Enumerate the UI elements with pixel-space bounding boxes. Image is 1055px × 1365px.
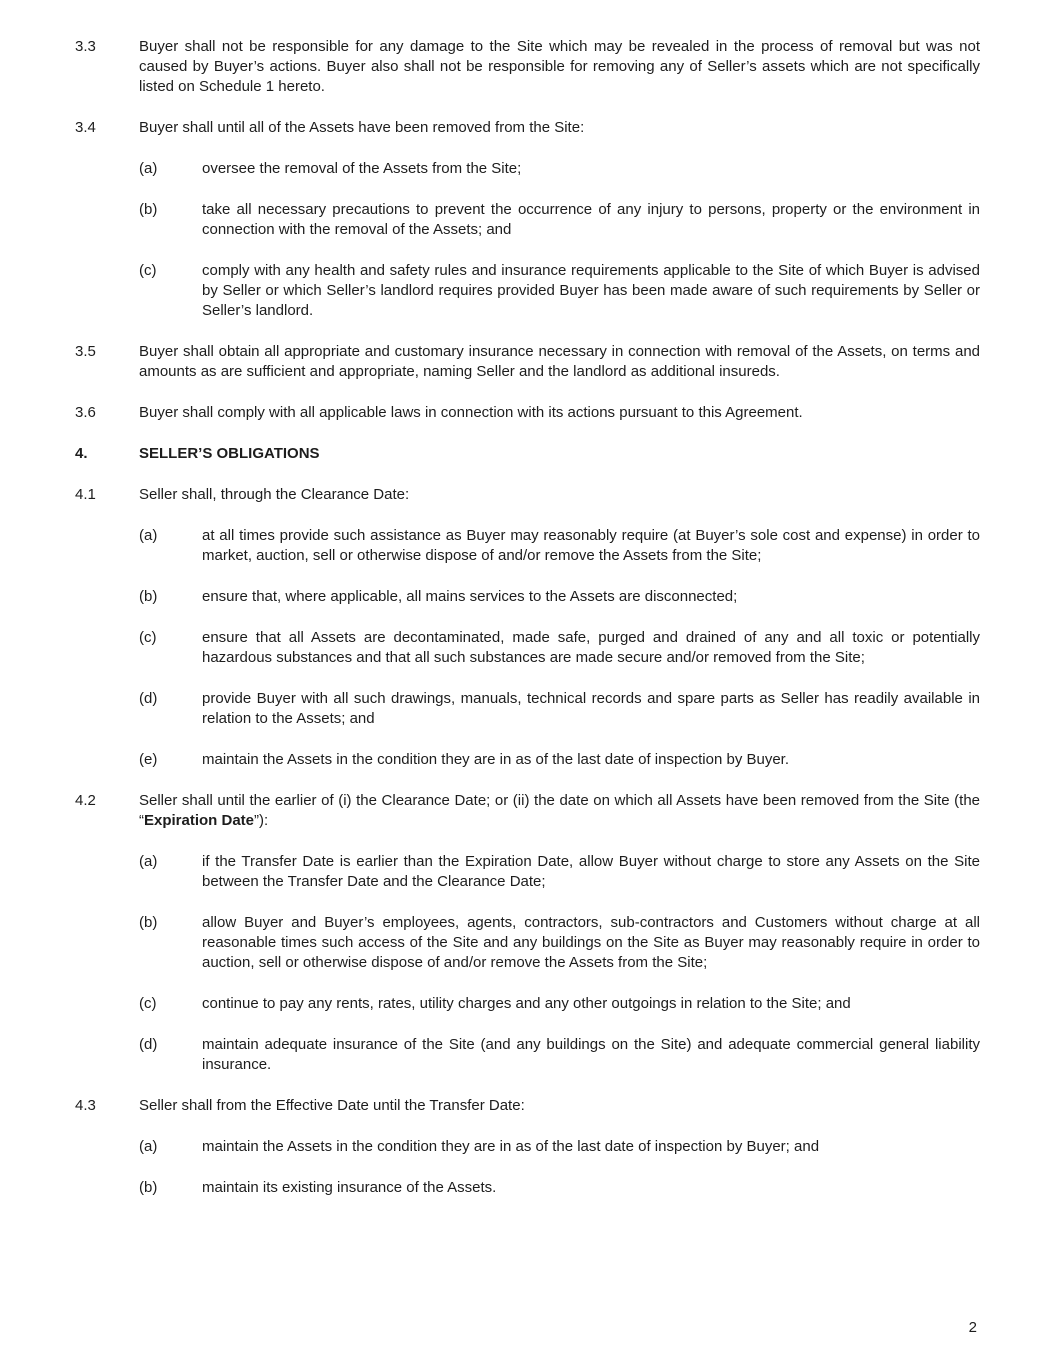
subclause-4-1-e-label: (e) xyxy=(139,751,158,768)
subclause-4-2-b xyxy=(139,913,980,973)
subclause-4-3-a xyxy=(139,1137,980,1157)
subclause-3-4-a-label: (a) xyxy=(139,160,158,177)
subclause-4-1-d-label: (d) xyxy=(139,690,158,707)
clause-3-4-number: 3.4 xyxy=(75,119,96,136)
clause-3-6-number: 3.6 xyxy=(75,404,96,421)
subclause-3-4-c-text: comply with any health and safety rules and insurance requirements applicable to the Site of which Buyer is advised by Seller or which Seller’s landlord requires provided Buyer has been made aware of such requirements by Seller or Seller’s landlord. xyxy=(202,262,980,319)
subclause-4-2-c-label: (c) xyxy=(139,995,157,1012)
subclause-3-4-c xyxy=(139,261,980,321)
subclause-4-1-c-label: (c) xyxy=(139,629,157,646)
clause-4-3-number: 4.3 xyxy=(75,1097,96,1114)
subclause-4-2-a xyxy=(139,852,980,892)
section-4-title: SELLER’S OBLIGATIONS xyxy=(139,445,320,462)
subclause-3-4-b xyxy=(139,200,980,240)
subclause-4-1-c xyxy=(139,628,980,668)
clause-4-1 xyxy=(75,485,980,505)
subclause-4-3-a-label: (a) xyxy=(139,1138,158,1155)
subclause-4-2-c-text: continue to pay any rents, rates, utility charges and any other outgoings in relation to the Site; and xyxy=(202,995,851,1012)
clause-4-1-number: 4.1 xyxy=(75,486,96,503)
clause-4-2-text xyxy=(139,791,980,831)
subclause-4-2-a-text: if the Transfer Date is earlier than the Expiration Date, allow Buyer without charge to store any Assets on the Site between the Transfer Date and the Clearance Date; xyxy=(202,853,980,890)
clause-4-2-text-post: ”): xyxy=(254,812,269,829)
subclause-4-3-b-label: (b) xyxy=(139,1179,158,1196)
clause-3-6 xyxy=(75,403,980,423)
subclause-4-1-a-text: at all times provide such assistance as Buyer may reasonably require (at Buyer’s sole cost and expense) in order to market, auction, sell or otherwise dispose of and/or remove the Assets from the Site; xyxy=(202,527,980,564)
subclause-4-1-c-text: ensure that all Assets are decontaminated, made safe, purged and drained of any and all toxic or potentially hazardous substances and that all such substances are made secure and/or removed from the Site; xyxy=(202,629,980,666)
subclause-4-1-d-text: provide Buyer with all such drawings, manuals, technical records and spare parts as Seller has readily available in relation to the Assets; and xyxy=(202,690,980,727)
subclause-4-1-b xyxy=(139,587,980,607)
subclause-4-2-b-label: (b) xyxy=(139,914,158,931)
subclause-4-2-d-label: (d) xyxy=(139,1036,158,1053)
clause-4-2-text-pre: Seller shall until the earlier of (i) the Clearance Date; or (ii) the date on which all Assets have been removed from the Site (the “ xyxy=(139,792,980,829)
subclause-4-1-a xyxy=(139,526,980,566)
subclause-4-3-a-text: maintain the Assets in the condition they are in as of the last date of inspection by Buyer; and xyxy=(202,1138,820,1155)
subclause-4-2-d xyxy=(139,1035,980,1075)
clause-3-5-number: 3.5 xyxy=(75,343,96,360)
subclause-3-4-a-text: oversee the removal of the Assets from the Site; xyxy=(202,160,522,177)
subclause-3-4-a xyxy=(139,159,980,179)
defined-term-expiration-date: Expiration Date xyxy=(144,812,255,829)
clause-4-3 xyxy=(75,1096,980,1116)
clause-3-3-number: 3.3 xyxy=(75,38,96,55)
clause-3-3 xyxy=(75,37,980,97)
subclause-4-3-b-text: maintain its existing insurance of the Assets. xyxy=(202,1179,497,1196)
subclause-3-4-b-text: take all necessary precautions to prevent the occurrence of any injury to persons, property or the environment in connection with the removal of the Assets; and xyxy=(202,201,980,238)
section-4-number: 4. xyxy=(75,445,88,462)
clause-4-2 xyxy=(75,791,980,831)
subclause-4-2-d-text: maintain adequate insurance of the Site (and any buildings on the Site) and adequate commercial general liability insurance. xyxy=(202,1036,980,1073)
subclause-3-4-b-label: (b) xyxy=(139,201,158,218)
clause-3-6-text: Buyer shall comply with all applicable laws in connection with its actions pursuant to this Agreement. xyxy=(139,404,803,421)
subclause-4-1-b-text: ensure that, where applicable, all mains services to the Assets are disconnected; xyxy=(202,588,738,605)
clause-3-4 xyxy=(75,118,980,138)
subclause-4-1-a-label: (a) xyxy=(139,527,158,544)
clause-4-3-text: Seller shall from the Effective Date until the Transfer Date: xyxy=(139,1097,525,1114)
subclause-4-1-d xyxy=(139,689,980,729)
clause-3-4-text: Buyer shall until all of the Assets have been removed from the Site: xyxy=(139,119,585,136)
clause-3-5-text: Buyer shall obtain all appropriate and customary insurance necessary in connection with removal of the Assets, on terms and amounts as are sufficient and appropriate, naming Seller and the landlord as additional insureds. xyxy=(139,343,980,380)
subclause-4-2-b-text: allow Buyer and Buyer’s employees, agents, contractors, sub-contractors and Customers without charge at all reasonable times such access of the Site and any buildings on the Site as Buyer may reasonably require in order to auction, sell or otherwise dispose of and/or remove the Assets from the Site; xyxy=(202,914,980,971)
subclause-4-1-b-label: (b) xyxy=(139,588,158,605)
subclause-4-1-e-text: maintain the Assets in the condition they are in as of the last date of inspection by Buyer. xyxy=(202,751,790,768)
subclause-4-1-e xyxy=(139,750,980,770)
clause-4-2-number: 4.2 xyxy=(75,792,96,809)
subclause-4-2-c xyxy=(139,994,980,1014)
clause-4-1-text: Seller shall, through the Clearance Date: xyxy=(139,486,410,503)
clause-3-3-text: Buyer shall not be responsible for any damage to the Site which may be revealed in the process of removal but was not caused by Buyer’s actions. Buyer also shall not be responsible for removing any of Seller’s assets which are not specifically listed on Schedule 1 hereto. xyxy=(139,38,980,95)
clause-3-5 xyxy=(75,342,980,382)
subclause-4-3-b xyxy=(139,1178,980,1198)
section-4-heading xyxy=(75,444,980,464)
subclause-4-2-a-label: (a) xyxy=(139,853,158,870)
subclause-3-4-c-label: (c) xyxy=(139,262,157,279)
page-number: 2 xyxy=(968,1319,977,1336)
